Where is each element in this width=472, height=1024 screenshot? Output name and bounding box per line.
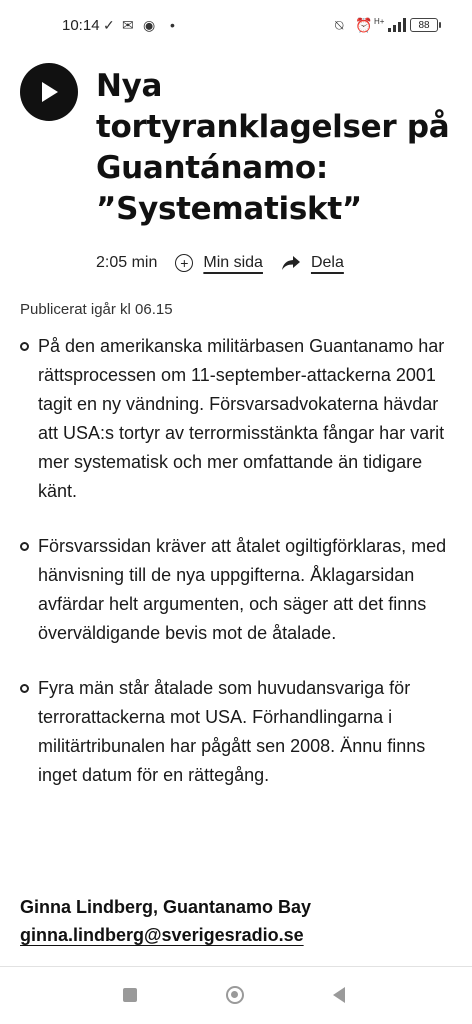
- author-email-link[interactable]: ginna.lindberg@sverigesradio.se: [20, 925, 304, 945]
- battery-icon: 88: [410, 18, 438, 32]
- messenger-icon: ◉: [143, 17, 156, 33]
- share-button[interactable]: [281, 254, 344, 272]
- bullet-marker: [20, 542, 29, 551]
- alarm-icon: ⏰: [355, 17, 373, 33]
- signal-icon: [388, 18, 406, 32]
- status-time: 10:14: [62, 17, 100, 34]
- published-date: Publicerat igår kl 06.15: [20, 301, 173, 318]
- share-label: Dela: [310, 254, 344, 271]
- bell-off-icon: ⍉: [335, 17, 344, 33]
- bullet-marker: [20, 684, 29, 693]
- bullet-marker: [20, 342, 29, 351]
- check-download-icon: ✓: [103, 17, 115, 33]
- dot-icon: •: [170, 17, 175, 33]
- bullet-text: Fyra män står åtalade som huvudansvariga för terrorattackerna mot USA. Förhandlingarna i militärtribunalen har pågått sen 2008. Ännu finns inget datum för en rättegång.: [38, 678, 426, 785]
- article-actions: [96, 250, 362, 276]
- plus-circle-icon: +: [175, 254, 193, 272]
- list-item: [20, 674, 460, 790]
- system-nav-bar: [0, 967, 472, 1024]
- home-button[interactable]: [226, 986, 244, 1004]
- author-name: Ginna Lindberg, Guantanamo Bay: [20, 897, 312, 917]
- play-button[interactable]: [20, 63, 78, 121]
- bullet-text: Försvarssidan kräver att åtalet ogiltigförklaras, med hänvisning till de nya uppgifterna. Åklagarsidan avfärdar helt argumenten, och säger att det finns överväldigande bevis mot de åtalade.: [38, 536, 447, 643]
- back-button[interactable]: [333, 987, 345, 1003]
- share-arrow-icon: [281, 255, 301, 271]
- bullet-text: På den amerikanska militärbasen Guantanamo har rättsprocessen om 11-september-attackerna 2001 tagit en ny vändning. Försvarsadvokaterna hävdar att USA:s tortyr av terrormisstänkta fångar har varit mer systematisk och mer omfattande än tidigare känt.: [38, 336, 445, 501]
- my-page-label: Min sida: [203, 254, 263, 271]
- mail-icon: ✉: [122, 17, 134, 33]
- recents-button[interactable]: [123, 988, 137, 1002]
- summary-list: [20, 332, 460, 816]
- byline: [20, 893, 311, 949]
- list-item: [20, 332, 460, 506]
- status-bar: [0, 0, 472, 52]
- add-to-my-page-button[interactable]: [175, 254, 263, 272]
- list-item: [20, 532, 460, 648]
- network-type: H+: [374, 17, 385, 26]
- article-title: Nya tortyranklagelser på Guantánamo: ”Systematiskt”: [96, 68, 450, 227]
- audio-duration: 2:05 min: [96, 254, 158, 271]
- play-icon: [38, 80, 60, 104]
